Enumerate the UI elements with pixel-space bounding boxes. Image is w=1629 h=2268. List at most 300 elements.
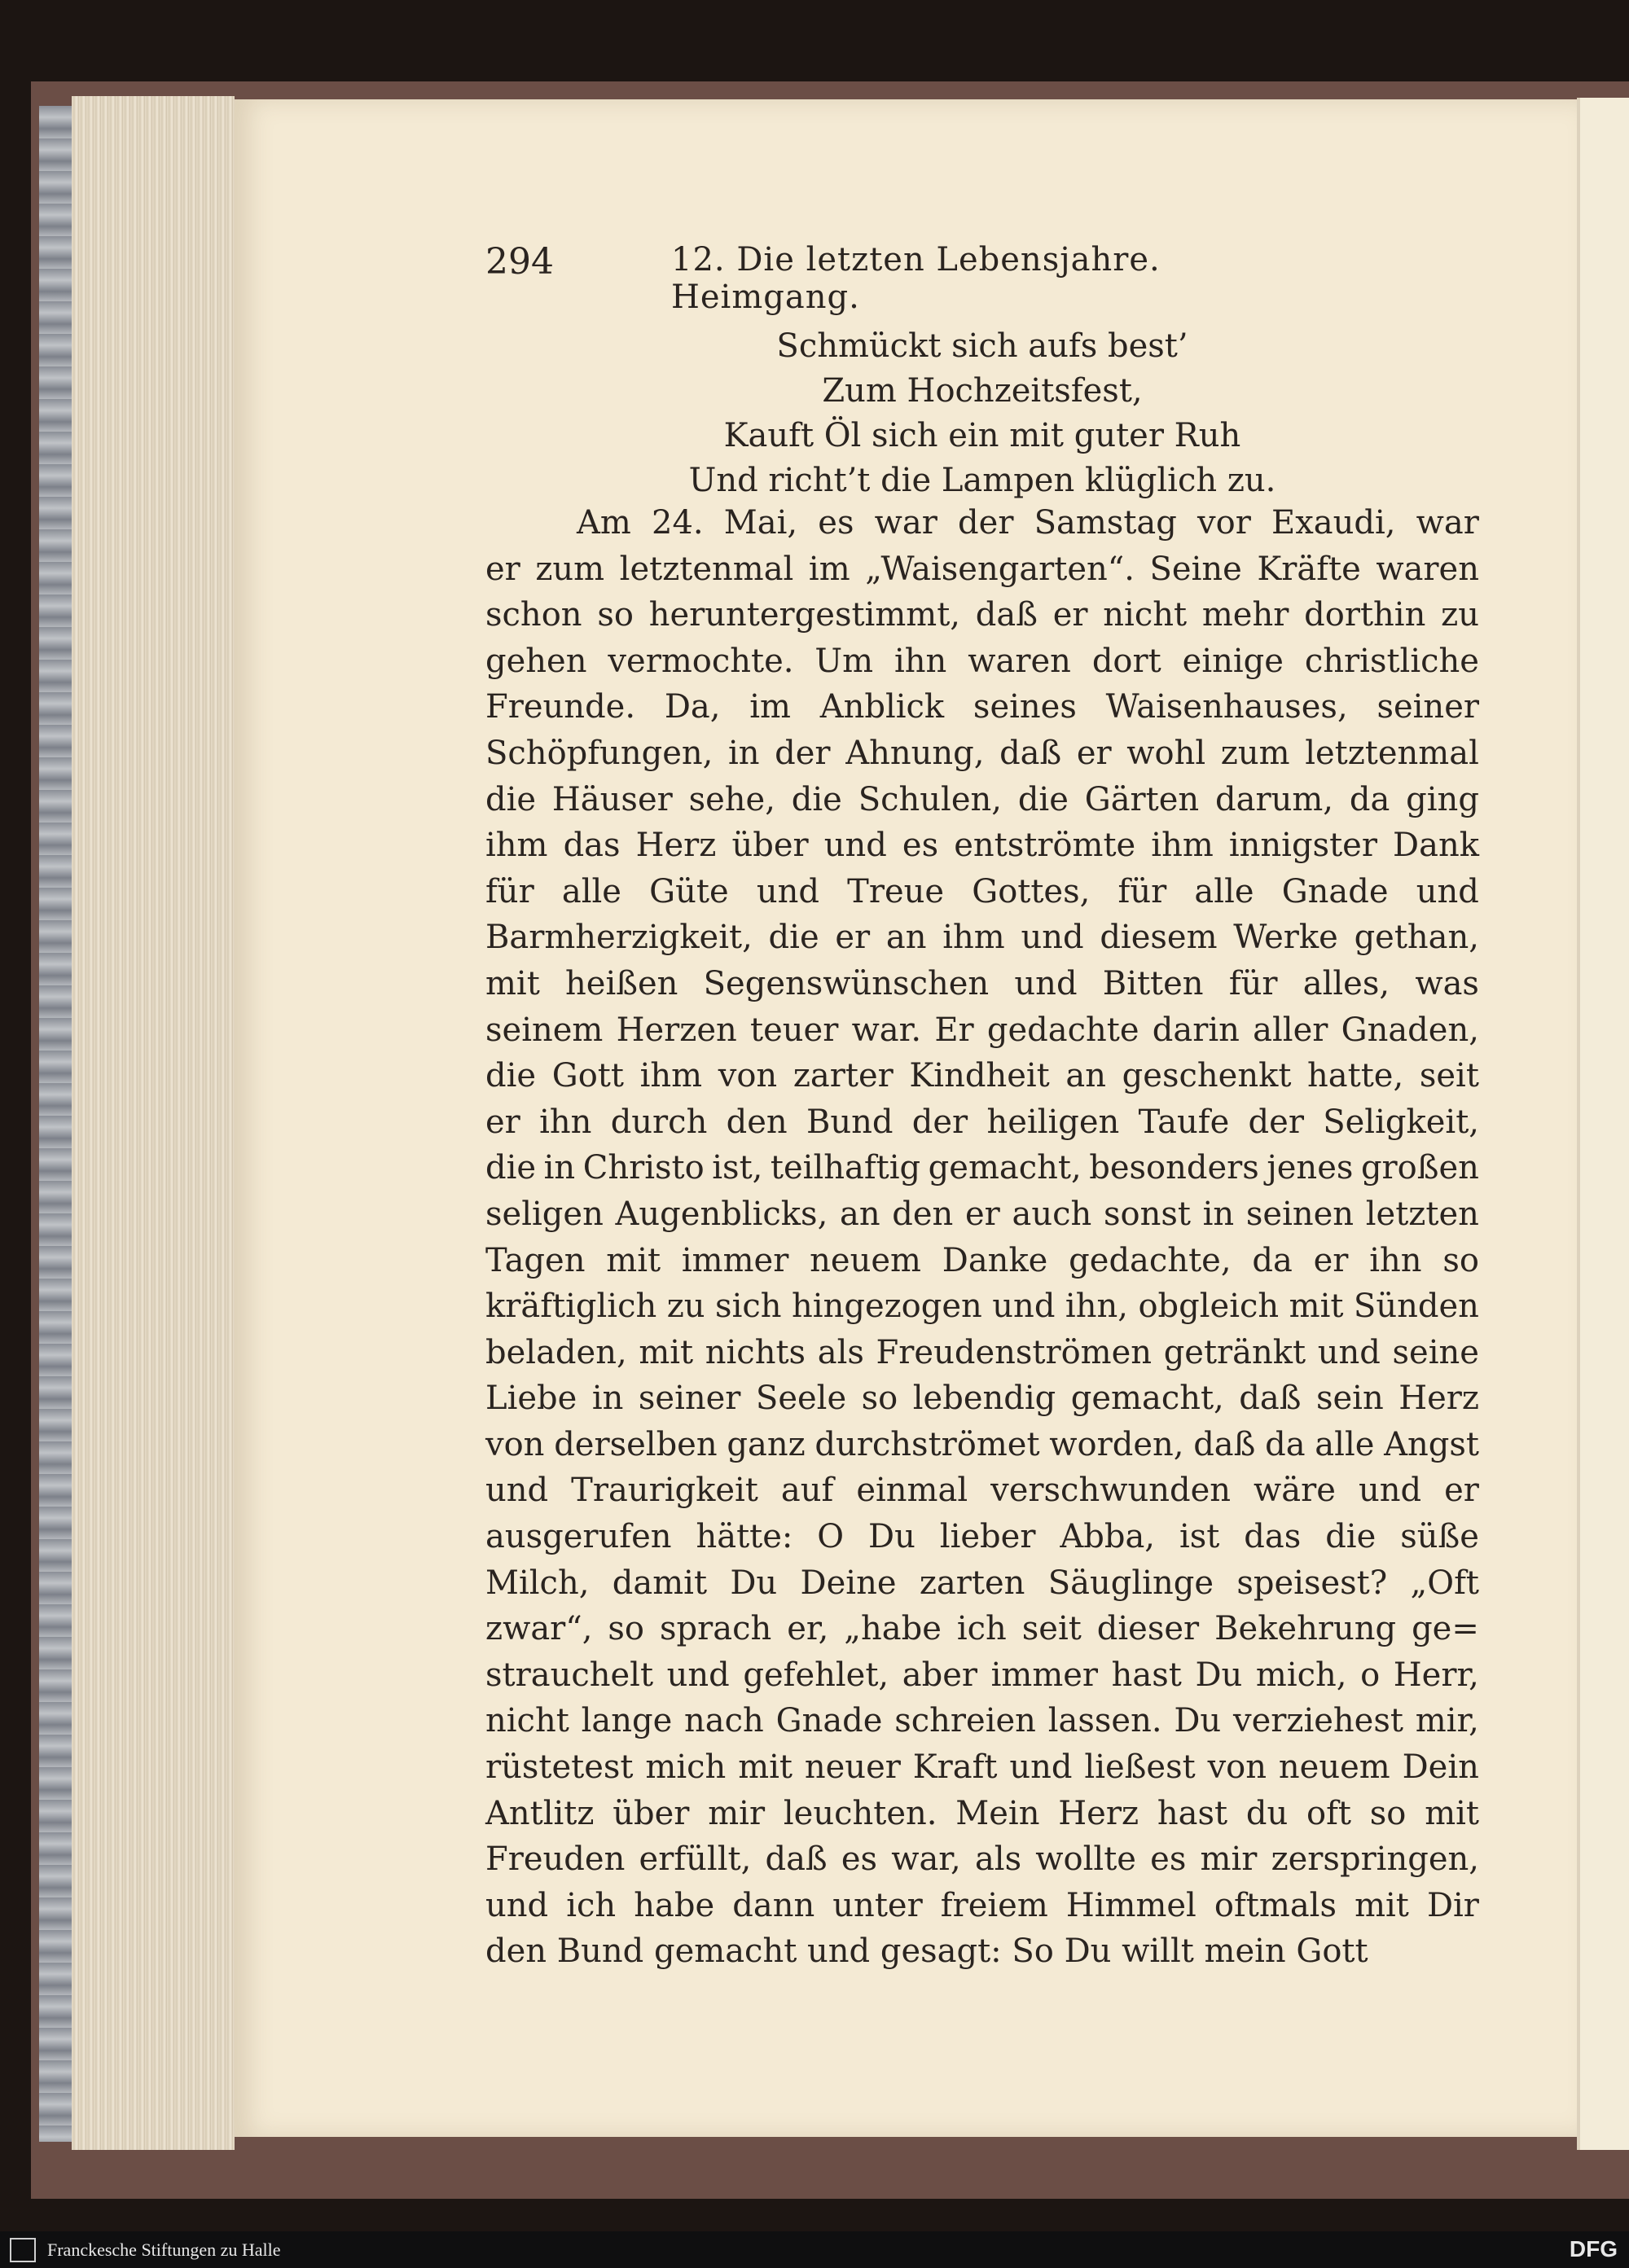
word: vermochte.	[608, 642, 794, 680]
word: im	[808, 550, 850, 588]
verse-line: Kauft Öl sich ein mit guter Ruh	[723, 417, 1241, 454]
word: mit	[1289, 1288, 1344, 1326]
word: mit	[1425, 1794, 1479, 1832]
word: so	[1369, 1794, 1407, 1832]
word: Segenswünschen	[703, 964, 990, 1002]
word: ge=	[1412, 1610, 1479, 1648]
word: alle	[561, 872, 621, 910]
word: heruntergestimmt,	[648, 596, 960, 634]
text-line	[485, 915, 1479, 961]
word: waren	[1376, 550, 1479, 588]
word: Bund	[806, 1103, 894, 1141]
word: und	[992, 1288, 1056, 1326]
word: nichts	[705, 1333, 806, 1371]
word: Angst	[1384, 1425, 1479, 1463]
word: verschwunden	[990, 1472, 1232, 1510]
word: sein	[1315, 1380, 1384, 1418]
word: Um	[814, 642, 874, 680]
word: „Oft	[1410, 1564, 1479, 1602]
word: Seligkeit,	[1323, 1103, 1479, 1141]
text-line	[485, 1422, 1479, 1468]
word: Treue	[847, 872, 945, 910]
word: entströmte	[954, 827, 1136, 865]
word: du	[1245, 1794, 1289, 1832]
word: heiligen	[986, 1103, 1120, 1141]
word: sprach	[659, 1610, 772, 1648]
word: heißen	[565, 964, 678, 1002]
word: Gnade	[1281, 872, 1389, 910]
word: wäre	[1254, 1472, 1336, 1510]
institution-label: Franckesche Stiftungen zu Halle	[47, 2239, 281, 2260]
word: war.	[851, 1011, 922, 1049]
word: ihm	[942, 919, 1005, 957]
word: Herz	[1058, 1794, 1139, 1832]
word: Herr,	[1393, 1656, 1479, 1694]
word: habe	[634, 1886, 715, 1924]
word: „Waisengarten“.	[865, 550, 1135, 588]
word: verziehest	[1232, 1702, 1403, 1740]
text-line	[485, 592, 1479, 638]
word: seiner	[1377, 688, 1479, 726]
word: das	[563, 827, 621, 865]
word: der	[911, 1103, 968, 1141]
word: sich	[715, 1288, 782, 1326]
word: da	[1349, 780, 1390, 818]
word: mit	[485, 964, 540, 1002]
word: auch	[1012, 1195, 1092, 1233]
word: geschenkt	[1122, 1057, 1292, 1095]
word: zu	[666, 1288, 705, 1326]
word: für	[485, 872, 534, 910]
word: dorthin	[1304, 596, 1426, 634]
word: Herz	[635, 827, 717, 865]
word: Dir	[1426, 1886, 1479, 1924]
word: daß	[975, 596, 1038, 634]
verse-line: Zum Hochzeitsfest,	[822, 372, 1143, 410]
text-line	[485, 1191, 1479, 1238]
word: Samstag	[1034, 504, 1177, 542]
word: die	[485, 1149, 537, 1187]
text-line	[485, 1791, 1479, 1837]
word: Freunde.	[485, 688, 636, 726]
word: erfüllt,	[639, 1840, 752, 1879]
word: großen	[1360, 1149, 1479, 1187]
word: schon	[485, 596, 582, 634]
word: letztenmal	[619, 550, 794, 588]
word: Taufe	[1138, 1103, 1230, 1141]
word: hast	[1157, 1794, 1228, 1832]
word: mich	[645, 1748, 727, 1787]
word: so	[597, 596, 634, 634]
word: Gnade	[775, 1702, 883, 1740]
word: daß	[999, 734, 1062, 772]
word: Exaudi,	[1271, 504, 1396, 542]
institution-logo-icon	[10, 2238, 36, 2262]
word: seligen	[485, 1195, 604, 1233]
word: gemacht,	[1070, 1380, 1224, 1418]
word: war	[874, 504, 937, 542]
word: an	[1065, 1057, 1107, 1095]
word: Dank	[1393, 827, 1479, 865]
word: der	[1248, 1103, 1304, 1141]
word: mit	[1355, 1886, 1409, 1924]
word: darum,	[1215, 780, 1334, 818]
word: dort	[1091, 642, 1161, 680]
text-line	[485, 869, 1479, 915]
word: mit	[606, 1241, 661, 1279]
word: gehen	[485, 642, 587, 680]
word: Säuglinge	[1047, 1564, 1214, 1602]
word: letztenmal	[1305, 734, 1479, 772]
word: Kräfte	[1257, 550, 1361, 588]
word: Mai,	[723, 504, 798, 542]
word: es	[818, 504, 854, 542]
word: teilhaftig	[770, 1149, 921, 1187]
word: darin	[1152, 1011, 1240, 1049]
word: einige	[1182, 642, 1284, 680]
word: die	[485, 780, 537, 818]
word: als	[974, 1840, 1022, 1879]
word: zum	[535, 550, 605, 588]
word: aber	[902, 1656, 977, 1694]
word: der	[958, 504, 1014, 542]
word: Herz	[1398, 1380, 1479, 1418]
word: Am	[577, 504, 631, 542]
word: so	[861, 1380, 898, 1418]
word: seit	[1419, 1057, 1479, 1095]
text-line	[485, 1283, 1479, 1330]
dfg-logo: DFG	[1569, 2236, 1618, 2261]
word: rüstetest	[485, 1748, 634, 1787]
word: gedachte	[986, 1011, 1139, 1049]
word: dieser	[1096, 1610, 1200, 1648]
word: Da,	[664, 688, 721, 726]
word: hätte:	[696, 1518, 793, 1556]
word: O	[817, 1518, 845, 1556]
word: Güte	[649, 872, 729, 910]
word: Seele	[755, 1380, 847, 1418]
word: seines	[973, 688, 1077, 726]
word: Liebe	[485, 1380, 577, 1418]
word: den	[892, 1195, 954, 1233]
word: zarter	[793, 1057, 894, 1095]
word: Augenblicks,	[615, 1195, 828, 1233]
word: den	[726, 1103, 788, 1141]
word: süße	[1400, 1518, 1479, 1556]
word: daß	[1193, 1425, 1256, 1463]
word: und	[1009, 1748, 1073, 1787]
word: zerspringen,	[1271, 1840, 1479, 1879]
text-line	[485, 638, 1479, 685]
word: seinem	[485, 1011, 604, 1049]
verse-block	[485, 324, 1479, 503]
word: und	[756, 872, 819, 910]
word: diesem	[1100, 919, 1218, 957]
word: es	[841, 1840, 878, 1879]
word: Du	[868, 1518, 915, 1556]
word: und	[1317, 1333, 1381, 1371]
word: daß	[1239, 1380, 1302, 1418]
text-line	[485, 1145, 1479, 1191]
word: und	[823, 827, 887, 865]
word: durch	[610, 1103, 708, 1141]
word: ihn	[894, 642, 947, 680]
word: von	[485, 1425, 545, 1463]
word: Sünden	[1353, 1288, 1479, 1326]
word: sehe,	[688, 780, 775, 818]
word: aller	[1253, 1011, 1328, 1049]
word: Er	[934, 1011, 974, 1049]
word: Freudenströmen	[876, 1333, 1153, 1371]
word: Häuser	[551, 780, 673, 818]
text-line	[485, 1375, 1479, 1422]
text-line	[485, 1514, 1479, 1560]
page-header	[485, 241, 1267, 316]
text-line	[485, 777, 1479, 823]
word: über	[731, 827, 809, 865]
word: Christo	[582, 1149, 705, 1187]
body-paragraph	[485, 500, 1479, 1975]
word: 24.	[652, 504, 704, 542]
text-line	[485, 1698, 1479, 1744]
text-line	[485, 1883, 1479, 1929]
verse-line: Schmückt sich aufs best’	[776, 327, 1188, 365]
word: zum	[1220, 734, 1290, 772]
word: er	[485, 1103, 520, 1141]
word: er	[1052, 596, 1088, 634]
word: in	[1202, 1195, 1235, 1233]
text-line	[485, 1652, 1479, 1699]
word: Tagen	[485, 1241, 586, 1279]
word: hingezogen	[792, 1288, 982, 1326]
text-line	[485, 1560, 1479, 1607]
text-line	[485, 684, 1479, 730]
word: Schulen,	[858, 780, 1002, 818]
word: Gottes,	[972, 872, 1091, 910]
word: Du	[730, 1564, 778, 1602]
text-line	[485, 1007, 1479, 1054]
text-line	[485, 1330, 1479, 1376]
word: und	[1021, 919, 1084, 957]
word: Antlitz	[485, 1794, 595, 1832]
word: Deine	[800, 1564, 897, 1602]
word: Werke	[1233, 919, 1338, 957]
word: das	[1244, 1518, 1302, 1556]
word: wohl	[1126, 734, 1206, 772]
word: Kraft	[912, 1748, 998, 1787]
word: ihn	[539, 1103, 592, 1141]
word: ging	[1406, 780, 1479, 818]
text-line	[485, 500, 1479, 546]
word: Abba,	[1060, 1518, 1156, 1556]
word: ausgerufen	[485, 1518, 672, 1556]
word: obgleich	[1138, 1288, 1280, 1326]
word: Du	[1195, 1656, 1243, 1694]
word: teuer	[750, 1011, 839, 1049]
word: auf	[780, 1472, 834, 1510]
word: als	[817, 1333, 864, 1371]
word: sonst	[1103, 1195, 1191, 1233]
word: immer	[681, 1241, 789, 1279]
word: von	[718, 1057, 778, 1095]
word: ich	[956, 1610, 1007, 1648]
text-line	[485, 1467, 1479, 1514]
word: schreien	[894, 1702, 1036, 1740]
word: und	[485, 1886, 549, 1924]
word: ihm	[1151, 827, 1214, 865]
word: für	[1117, 872, 1167, 910]
page-edges	[72, 96, 235, 2150]
next-page-edge	[1577, 98, 1629, 2150]
word: war	[1416, 504, 1479, 542]
word: ihm	[485, 827, 548, 865]
word: neuer	[804, 1748, 901, 1787]
text-line	[485, 1099, 1479, 1146]
word: nicht	[1103, 596, 1188, 634]
word: zu	[1441, 596, 1479, 634]
word: die	[485, 1057, 537, 1095]
word: ließest	[1084, 1748, 1196, 1787]
text-line	[485, 961, 1479, 1007]
word: o	[1360, 1656, 1381, 1694]
text-line	[485, 1606, 1479, 1652]
word: waren	[968, 642, 1071, 680]
word: so	[1442, 1241, 1479, 1279]
word: die	[1325, 1518, 1377, 1556]
word: ihn,	[1065, 1288, 1128, 1326]
word: Gnaden,	[1341, 1011, 1479, 1049]
word: da	[1265, 1425, 1306, 1463]
word: er,	[787, 1610, 829, 1648]
word: innigster	[1228, 827, 1377, 865]
word: speisest?	[1236, 1564, 1388, 1602]
word: Dein	[1402, 1748, 1479, 1787]
word: die	[791, 780, 842, 818]
word: Traurigkeit	[571, 1472, 758, 1510]
word: und	[1014, 964, 1078, 1002]
word: Anblick	[819, 688, 945, 726]
word: Schöpfungen,	[485, 734, 714, 772]
word: Barmherzigkeit,	[485, 919, 753, 957]
word: und	[666, 1656, 730, 1694]
word: lassen.	[1047, 1702, 1162, 1740]
word: lieber	[939, 1518, 1036, 1556]
word: seine	[1392, 1333, 1479, 1371]
word: unter	[832, 1886, 923, 1924]
word: besonders	[1089, 1149, 1259, 1187]
word: er	[1444, 1472, 1479, 1510]
word: zarten	[919, 1564, 1025, 1602]
word: an	[885, 919, 927, 957]
word: wollte	[1035, 1840, 1136, 1879]
word: leuchten.	[783, 1794, 937, 1832]
word: beladen,	[485, 1333, 627, 1371]
word: Gärten	[1084, 780, 1200, 818]
word: jenes	[1267, 1149, 1354, 1187]
word: er	[835, 919, 871, 957]
text-line	[485, 730, 1479, 777]
word: daß	[765, 1840, 828, 1879]
word: die	[768, 919, 819, 957]
word: im	[749, 688, 791, 726]
word: Du	[1174, 1702, 1222, 1740]
word: derselben	[554, 1425, 718, 1463]
word: durchströmet	[814, 1425, 1040, 1463]
word: Kindheit	[909, 1057, 1050, 1095]
word: ich	[566, 1886, 617, 1924]
word: worden,	[1049, 1425, 1184, 1463]
word: ist,	[712, 1149, 763, 1187]
word: gethan,	[1354, 919, 1479, 957]
word: er	[965, 1195, 1000, 1233]
word: ist	[1179, 1518, 1220, 1556]
word: und	[485, 1472, 549, 1510]
word: gefehlet,	[743, 1656, 889, 1694]
word: alle	[1315, 1425, 1375, 1463]
word: nicht	[485, 1702, 569, 1740]
word: Bitten	[1102, 964, 1204, 1002]
word: an	[839, 1195, 880, 1233]
word: mir	[708, 1794, 766, 1832]
word: alle	[1194, 872, 1254, 910]
word: ihn	[1369, 1241, 1422, 1279]
footer-bar	[0, 2231, 1629, 2268]
word: über	[613, 1794, 690, 1832]
word: kräftiglich	[485, 1288, 657, 1326]
word: Mein	[955, 1794, 1040, 1832]
running-head: 12. Die letzten Lebensjahre. Heimgang.	[671, 241, 1161, 316]
word: mit	[639, 1333, 694, 1371]
word: in	[727, 734, 760, 772]
word: so	[608, 1610, 645, 1648]
word: er	[485, 550, 520, 588]
word: oftmals	[1214, 1886, 1337, 1924]
word: er	[1076, 734, 1112, 772]
word: der	[775, 734, 831, 772]
word: seinen	[1245, 1195, 1355, 1233]
text-line	[485, 1836, 1479, 1883]
word: Milch,	[485, 1564, 590, 1602]
word: neuem	[1278, 1748, 1390, 1787]
word: Ahnung,	[845, 734, 985, 772]
word: hatte,	[1307, 1057, 1404, 1095]
word: neuem	[810, 1241, 921, 1279]
text-line	[485, 546, 1479, 593]
word: alles,	[1302, 964, 1390, 1002]
word: dann	[732, 1886, 815, 1924]
word: hast	[1111, 1656, 1182, 1694]
word: von	[1207, 1748, 1267, 1787]
word: lange	[581, 1702, 673, 1740]
word: mit	[738, 1748, 793, 1787]
word: seiner	[638, 1380, 741, 1418]
text-line: den Bund gemacht und gesagt: So Du willt mein Gott	[485, 1932, 1368, 1971]
word: christliche	[1304, 642, 1479, 680]
word: mich,	[1255, 1656, 1347, 1694]
word: Freuden	[485, 1840, 626, 1879]
word: mehr	[1201, 596, 1289, 634]
word: nach	[684, 1702, 764, 1740]
word: gedachte,	[1069, 1241, 1232, 1279]
word: Gott	[551, 1057, 624, 1095]
word: und	[1416, 872, 1479, 910]
text-line	[485, 1238, 1479, 1284]
word: in	[591, 1380, 624, 1418]
word: was	[1415, 964, 1479, 1002]
word: gemacht,	[928, 1149, 1082, 1187]
word: Seine	[1149, 550, 1242, 588]
word: mir	[1200, 1840, 1258, 1879]
